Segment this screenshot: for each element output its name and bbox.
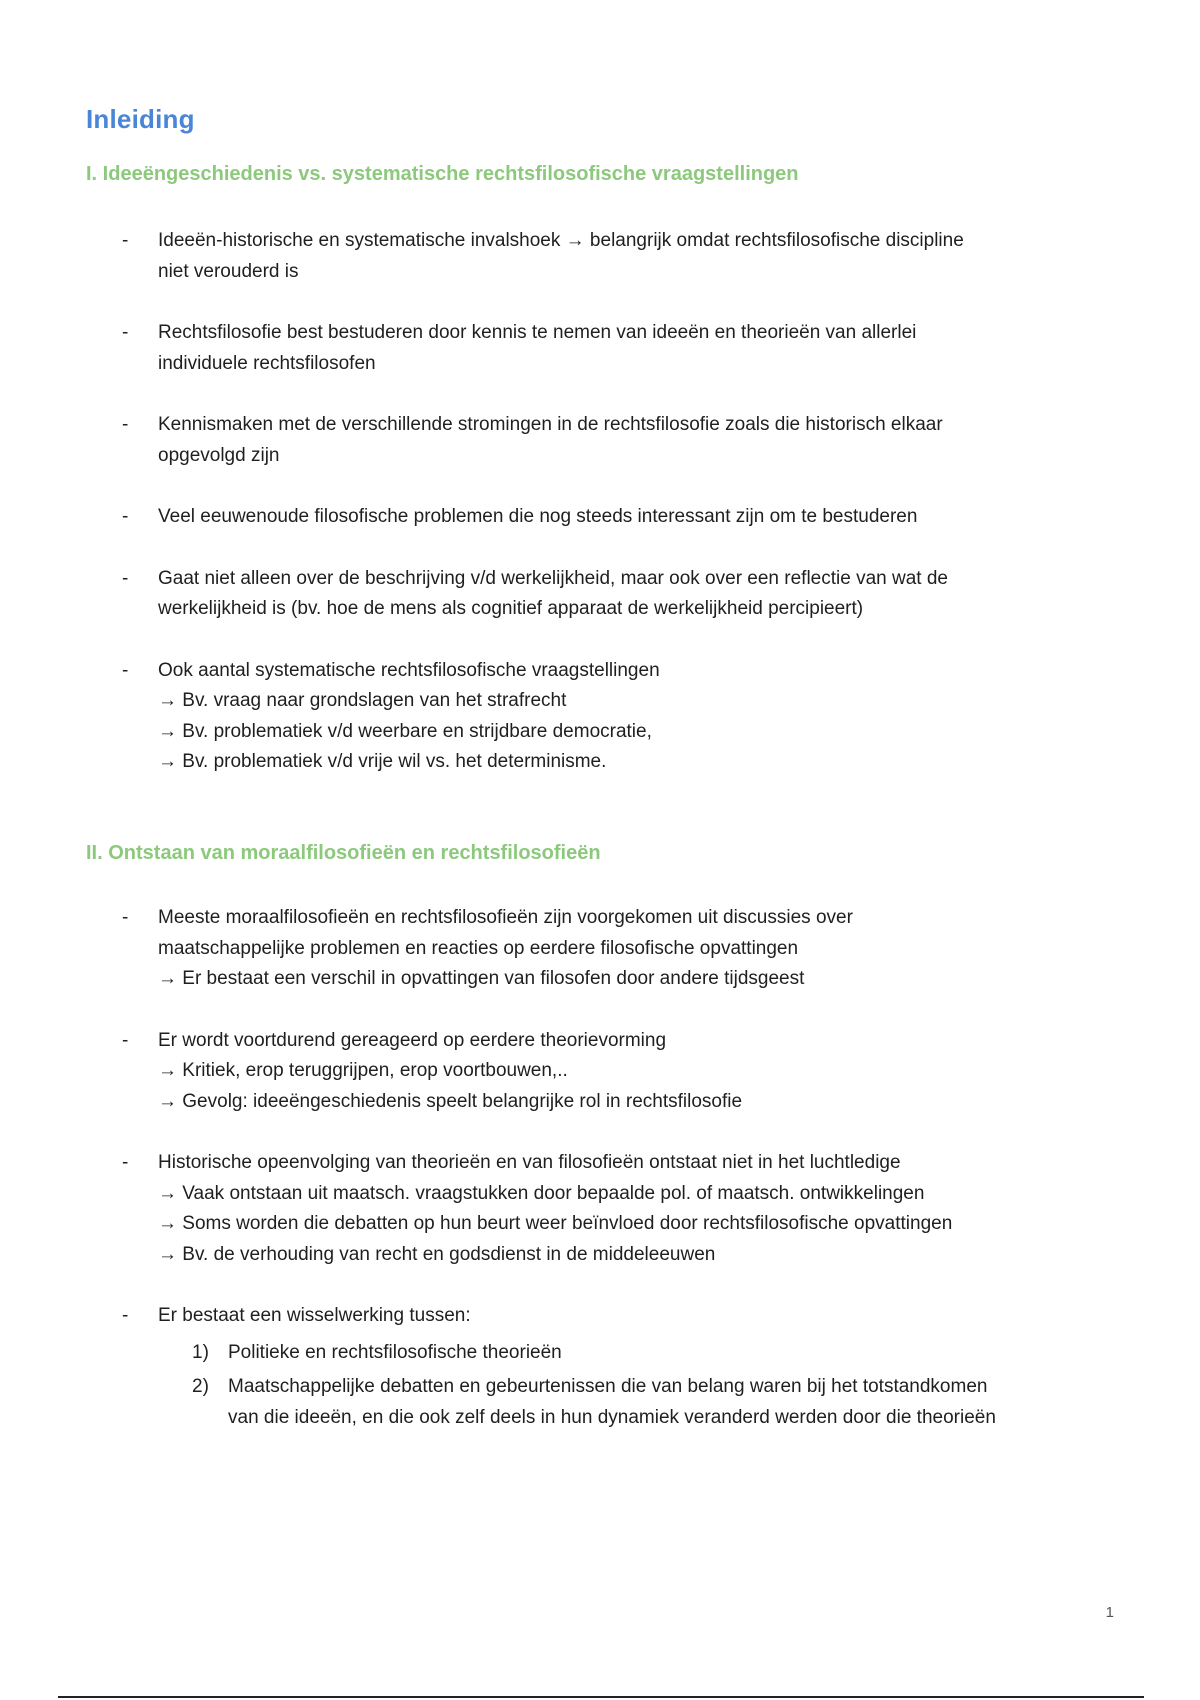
list-item-subline: → Er bestaat een verschil in opvattingen van filosofen door andere tijdsgeest bbox=[158, 968, 805, 989]
list-item-text: Rechtsfilosofie best bestuderen door kennis te nemen van ideeën en theorieën van allerlei bbox=[158, 322, 917, 343]
numbered-list bbox=[158, 1338, 1110, 1434]
list-item-text: Er wordt voortdurend gereageerd op eerdere theorievorming bbox=[158, 1029, 667, 1051]
list-item bbox=[0, 502, 1200, 533]
list-item-subline: → Bv. problematiek v/d weerbare en strijdbare democratie, bbox=[158, 720, 652, 742]
list-item bbox=[0, 318, 1200, 379]
list-item-text: Er bestaat een wisselwerking tussen: bbox=[158, 1305, 471, 1326]
page-number: 1 bbox=[1105, 1604, 1114, 1621]
bullet-dash: - bbox=[122, 1029, 129, 1051]
page-title: Inleiding bbox=[86, 104, 195, 134]
list-item-subline: → Bv. problematiek v/d vrije wil vs. het determinisme. bbox=[158, 751, 607, 772]
bullet-dash: - bbox=[122, 322, 129, 343]
list-item-subline: individuele rechtsfilosofen bbox=[158, 352, 376, 374]
numbered-item-text: Politieke en rechtsfilosofische theorieën bbox=[228, 1341, 562, 1363]
section-2-list bbox=[0, 903, 1200, 1464]
list-item-subline: maatschappelijke problemen en reacties op eerdere filosofische opvattingen bbox=[158, 937, 799, 959]
section-1-list bbox=[0, 226, 1200, 809]
list-item-subline: niet verouderd is bbox=[158, 260, 299, 282]
list-item bbox=[0, 1148, 1200, 1270]
numbered-list-item bbox=[156, 1372, 1110, 1433]
list-item-text: Historische opeenvolging van theorieën en van filosofieën ontstaat niet in het luchtledige bbox=[158, 1152, 901, 1173]
list-item bbox=[0, 564, 1200, 625]
list-item-text: Meeste moraalfilosofieën en rechtsfilosofieën zijn voorgekomen uit discussies over bbox=[158, 907, 853, 928]
bullet-dash: - bbox=[122, 1152, 129, 1173]
list-item-text: Ideeën-historische en systematische invalshoek → belangrijk omdat rechtsfilosofische discipline bbox=[158, 230, 964, 251]
list-item bbox=[0, 1301, 1200, 1433]
bullet-dash: - bbox=[122, 1305, 129, 1326]
numbered-item-text: Maatschappelijke debatten en gebeurtenissen die van belang waren bij het totstandkomen bbox=[228, 1376, 988, 1397]
section-heading-2: II. Ontstaan van moraalfilosofieën en rechtsfilosofieën bbox=[86, 842, 601, 864]
list-item-subline: → Soms worden die debatten op hun beurt weer beïnvloed door rechtsfilosofische opvattingen bbox=[158, 1213, 953, 1234]
list-item-subline: → Vaak ontstaan uit maatsch. vraagstukken door bepaalde pol. of maatsch. ontwikkelingen bbox=[158, 1182, 925, 1204]
footer-divider bbox=[58, 1696, 1144, 1698]
bullet-dash: - bbox=[122, 230, 129, 251]
list-number: 2) bbox=[192, 1376, 209, 1397]
list-item bbox=[0, 656, 1200, 778]
numbered-item-text: van die ideeën, en die ook zelf deels in hun dynamiek veranderd werden door die theorieën bbox=[228, 1406, 996, 1428]
list-item-text: Veel eeuwenoude filosofische problemen die nog steeds interessant zijn om te bestuderen bbox=[158, 506, 918, 527]
list-item-subline: → Gevolg: ideeëngeschiedenis speelt belangrijke rol in rechtsfilosofie bbox=[158, 1090, 743, 1112]
list-item-subline: → Bv. de verhouding van recht en godsdienst in de middeleeuwen bbox=[158, 1243, 716, 1265]
list-item bbox=[0, 903, 1200, 995]
list-item-subline: → Kritiek, erop teruggrijpen, erop voortbouwen,.. bbox=[158, 1060, 568, 1081]
numbered-list-item bbox=[156, 1338, 1110, 1369]
list-item bbox=[0, 1026, 1200, 1118]
section-heading-1: I. Ideeëngeschiedenis vs. systematische rechtsfilosofische vraagstellingen bbox=[86, 163, 799, 185]
list-item-subline: werkelijkheid is (bv. hoe de mens als cognitief apparaat de werkelijkheid percipieert) bbox=[158, 598, 864, 619]
list-item bbox=[0, 410, 1200, 471]
bullet-dash: - bbox=[122, 907, 129, 928]
bullet-dash: - bbox=[122, 659, 129, 681]
bullet-dash: - bbox=[122, 414, 129, 435]
list-item-text: Gaat niet alleen over de beschrijving v/d werkelijkheid, maar ook over een reflectie van wat de bbox=[158, 567, 948, 589]
list-item bbox=[0, 226, 1200, 287]
list-item-text: Kennismaken met de verschillende stromingen in de rechtsfilosofie zoals die historisch elkaar bbox=[158, 414, 943, 435]
list-number: 1) bbox=[192, 1341, 209, 1363]
list-item-subline: → Bv. vraag naar grondslagen van het strafrecht bbox=[158, 690, 567, 711]
list-item-text: Ook aantal systematische rechtsfilosofische vraagstellingen bbox=[158, 659, 660, 681]
bullet-dash: - bbox=[122, 567, 129, 589]
bullet-dash: - bbox=[122, 506, 129, 527]
list-item-subline: opgevolgd zijn bbox=[158, 444, 280, 466]
